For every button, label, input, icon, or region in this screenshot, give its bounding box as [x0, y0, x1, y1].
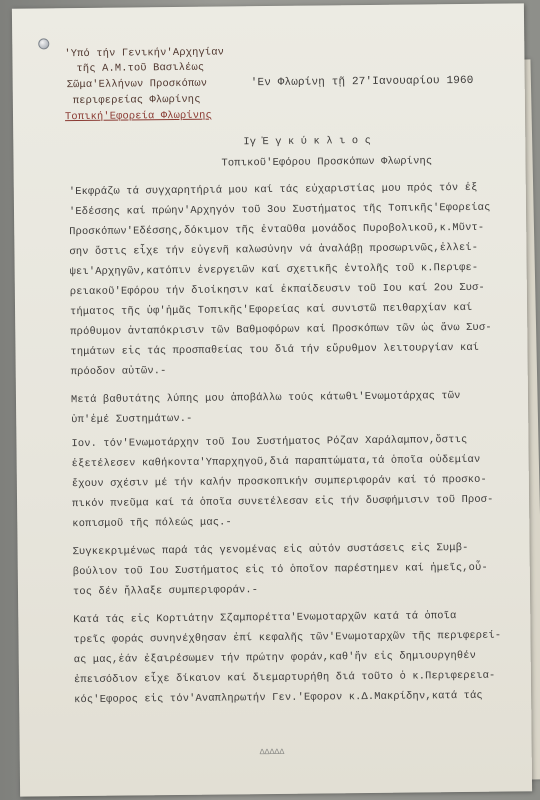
body-line: βούλιον τοῦ Ιου Συστήματος εἰς τό ὁποῖον παρέστημεν καί ἡμεῖς,οὗ-: [72, 561, 488, 579]
body-line: Προσκόπων'Εδέσσης,δόκιμον τῆς ἐνταῦθα μονάδος Πυροβολικοῦ,κ.Μῦντ-: [69, 221, 485, 239]
body-line: ρειακοῦ'Εφόρου τήν διοίκησιν καί ἐκπαίδευσιν τοῦ Ιου καί 2ου Συσ-: [69, 281, 485, 299]
body-line: ψει'Αρχηγῶν,κατόπιν ἐνεργειῶν καί σχετικῆς ἐντολῆς τοῦ κ.Περιφε-: [69, 261, 479, 279]
body-line: 'Εδέσσης καί πρώην'Αρχηγόν τοῦ 3ου Συστήματος τῆς Τοπικῆς'Εφορείας: [68, 201, 491, 219]
body-line: κός'Εφορος εἰς τόν'Αναπληρωτήν Γεν.'Εφορον κ.Δ.Μακρίδην,κατά τάς: [74, 689, 483, 707]
body-line: ἐξετέλεσεν καθήκοντα'Υπαρχηγοῦ,διά παραπτώματα,τά ὁποῖα οὐδεμίαν: [71, 453, 481, 471]
body-line: 'Εκφράζω τά συγχαρητήριά μου καί τάς εὐχαριστίας μου πρός τόν ἐξ: [68, 181, 478, 199]
header-line-2: τῆς Α.Μ.τοῦ Βασιλέως: [76, 61, 205, 76]
header-line-5: Τοπική'Εφορεία Φλωρίνης: [64, 109, 212, 124]
body-line: πικόν πνεῦμα καί τά ὁποῖα συνετέλεσαν εἰς τήν δυσφήμισιν τοῦ Προσ-: [72, 493, 494, 511]
document-page: [12, 3, 532, 796]
header-line-4: περιφερείας Φλωρίνης: [72, 93, 201, 108]
body-line: τρεῖς φοράς συνηνέχθησαν ἐπί κεφαλῆς τῶν'Ενωμοταρχῶν τῆς περιφερεί-: [73, 629, 502, 647]
body-line: πρόοδον αὐτῶν.-: [70, 365, 167, 379]
header-line-3: Σῶμα'Ελλήνων Προσκόπων: [66, 77, 208, 92]
body-line: τος δέν ἤλλαξε συμπεριφοράν.-: [72, 584, 259, 599]
header-line-1: 'Υπό τήν Γενικήν'Αρχηγίαν: [64, 46, 225, 61]
body-line: σην ὅστις εἶχε τήν εὐγενῆ καλωσύνην νά ἀναλάβῃ προσωρινῶς,ἐλλεί-: [69, 241, 479, 259]
body-line: ἐπεισόδιον εἶχε δίκαιον καί διεμαρτυρήθη διά τοῦτο ὁ κ.Περιφερεια-: [73, 669, 496, 687]
footer-mark: ΔΔΔΔΔ: [259, 747, 285, 758]
body-line: ας μας,ἐάν ἐξαιρέσωμεν τήν πρώτην φοράν,καθ'ἥν εἰς δημιουργηθέν: [73, 649, 477, 667]
body-line: Ιον. τόν'Ενωμοτάρχην τοῦ Ιου Συστήματος Ρόζαν Χαράλαμπον,ὅστις: [71, 433, 468, 451]
body-line: κοπισμοῦ τῆς πόλεώς μας.-: [72, 516, 232, 531]
body-line: τήματος τῆς ὑφ'ἡμᾶς Τοπικῆς'Εφορείας καί συνιστῶ πειθαρχίαν καί: [70, 301, 473, 319]
body-line: ἔχουν σχέσιν μέ τήν καλήν προσκοπικήν συμπεριφοράν καί τό προσκο-: [71, 473, 487, 491]
body-line: Συγκεκριμένως παρά τάς γενομένας εἰς αὐτόν συστάσεις εἰς Συμβ-: [72, 541, 469, 559]
body-line: Μετά βαθυτάτης λύπης μου ἀποβάλλω τούς κάτωθι'Ενωμοτάρχας τῶν: [70, 390, 461, 407]
body-line: πρόθυμον ἀνταπόκρισιν τῶν Βαθμοφόρων καί Προσκόπων τῶν ὡς ἄνω Συσ-: [70, 321, 492, 339]
body-line: ὑπ'ἐμέ Συστημάτων.-: [71, 412, 193, 427]
circular-number: Ιγ Ἐ γ κ ύ κ λ ι ο ς: [243, 134, 372, 149]
circular-issuer: Τοπικοῦ'Εφόρου Προσκόπων Φλωρίνης: [221, 155, 433, 170]
body-line: τημάτων εἰς τάς προσπαθείας του διά τήν εὔρυθμον λειτουργίαν καί: [70, 341, 480, 359]
body-line: Κατά τάς εἰς Κορτιάτην Σζαμπορέττα'Ενωμοταρχῶν κατά τά ὁποῖα: [73, 610, 457, 627]
pin-icon: [38, 38, 49, 49]
date-line: 'Εν Φλωρίνῃ τῇ 27'Ιανουαρίου 1960: [250, 74, 474, 90]
